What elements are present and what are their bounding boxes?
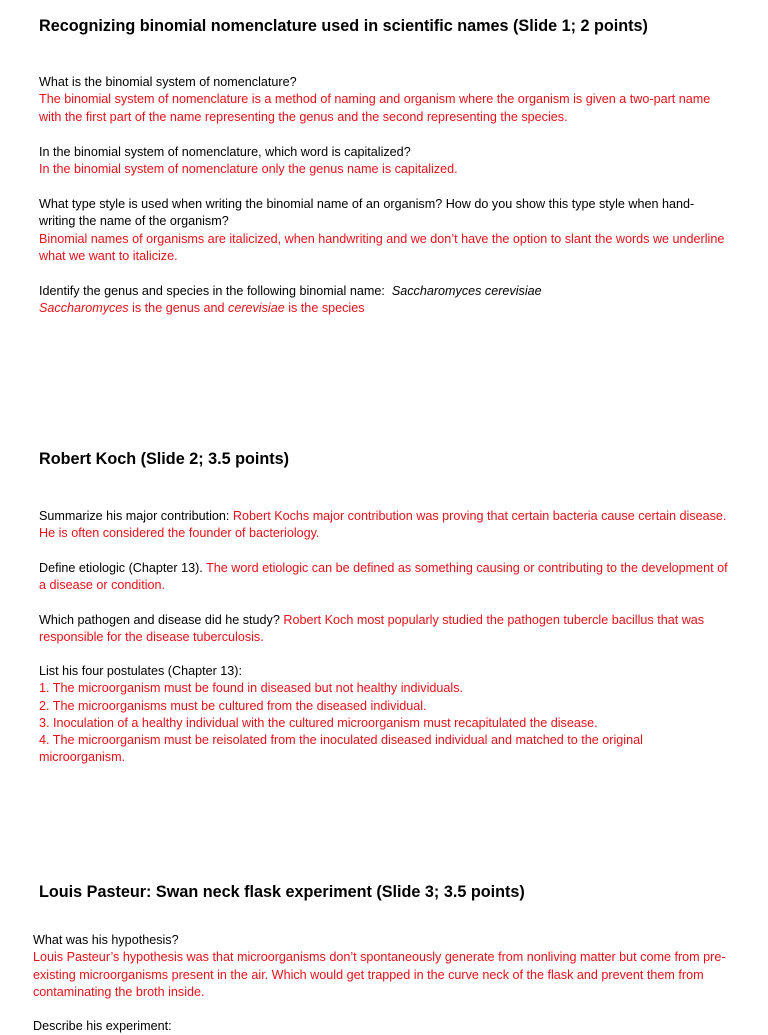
answer-genus: Saccharomyces (39, 301, 129, 316)
question-text (39, 283, 729, 300)
answer-text: The binomial system of nomenclature is a method of naming and organism where the organism is given a two-part name with the first part of the name representing the genus and the second representing the species. (39, 92, 711, 124)
answer-species: cerevisiae (228, 301, 285, 316)
qa-experiment (33, 1018, 729, 1035)
answer-text: Binomial names of organisms are italicized, when handwriting and we don’t have the option to slant the words we underline what we want to italicize. (39, 231, 725, 263)
section-title-koch: Robert Koch (Slide 2; 3.5 points) (39, 450, 290, 468)
postulate-item: 1. The microorganism must be found in diseased but not healthy individuals. (39, 681, 463, 696)
answer-text: In the binomial system of nomenclature only the genus name is capitalized. (39, 162, 458, 177)
answer-end: is the species (284, 301, 365, 316)
qa-capitalized (39, 144, 729, 179)
question-text: Define etiologic (Chapter 13). (39, 561, 203, 575)
qa-postulates (39, 663, 729, 767)
qa-etiologic (39, 560, 729, 595)
answer-text (39, 300, 729, 317)
qa-koch-contribution (39, 508, 729, 543)
question-text: In the binomial system of nomenclature, which word is capitalized? (39, 145, 411, 159)
binomial-name: Saccharomyces cerevisiae (391, 284, 542, 298)
qa-pathogen (39, 612, 729, 647)
question-label: Identify the genus and species in the following binomial name: (39, 284, 385, 298)
question-text: What is the binomial system of nomenclature? (39, 75, 297, 89)
question-text: Summarize his major contribution: (39, 509, 230, 523)
postulate-item: 2. The microorganisms must be cultured from the diseased individual. (39, 698, 427, 713)
question-text: Describe his experiment: (33, 1019, 172, 1033)
answer-text: Robert Kochs major contribution was proving that certain bacteria cause certain disease. He is often considered the founder of bacteriology. (39, 509, 727, 541)
qa-hypothesis (33, 932, 729, 1001)
question-text: What type style is used when writing the binomial name of an organism? How do you show this type style when hand-writing the name of the organism? (39, 197, 695, 229)
answer-text: The word etiologic can be defined as something causing or contributing to the development of a disease or condition. (39, 561, 728, 593)
postulate-item: 3. Inoculation of a healthy individual with the cultured microorganism must recapitulated the disease. (39, 715, 598, 730)
answer-text: Robert Koch most popularly studied the pathogen tubercle bacillus that was responsible for the disease tuberculosis. (39, 613, 705, 645)
question-text: What was his hypothesis? (33, 933, 179, 947)
answer-mid: is the genus and (128, 301, 229, 316)
qa-type-style (39, 196, 729, 265)
section-title-binomial: Recognizing binomial nomenclature used in scientific names (Slide 1; 2 points) (39, 17, 648, 35)
qa-genus-species (39, 283, 729, 318)
postulate-item: 4. The microorganism must be reisolated from the inoculated diseased individual and matched to the original microorganism. (39, 733, 643, 765)
qa-binomial-system (39, 74, 729, 126)
answer-text: Louis Pasteur’s hypothesis was that microorganisms don’t spontaneously generate from nonliving matter but come from pre-existing microorganisms present in the air. Which would get trapped in the curve neck of the flask and prevent them from contaminating the broth inside. (33, 950, 726, 999)
section-title-pasteur: Louis Pasteur: Swan neck flask experiment (Slide 3; 3.5 points) (39, 883, 525, 901)
question-text: List his four postulates (Chapter 13): (39, 664, 243, 678)
question-text: Which pathogen and disease did he study? (39, 613, 280, 627)
